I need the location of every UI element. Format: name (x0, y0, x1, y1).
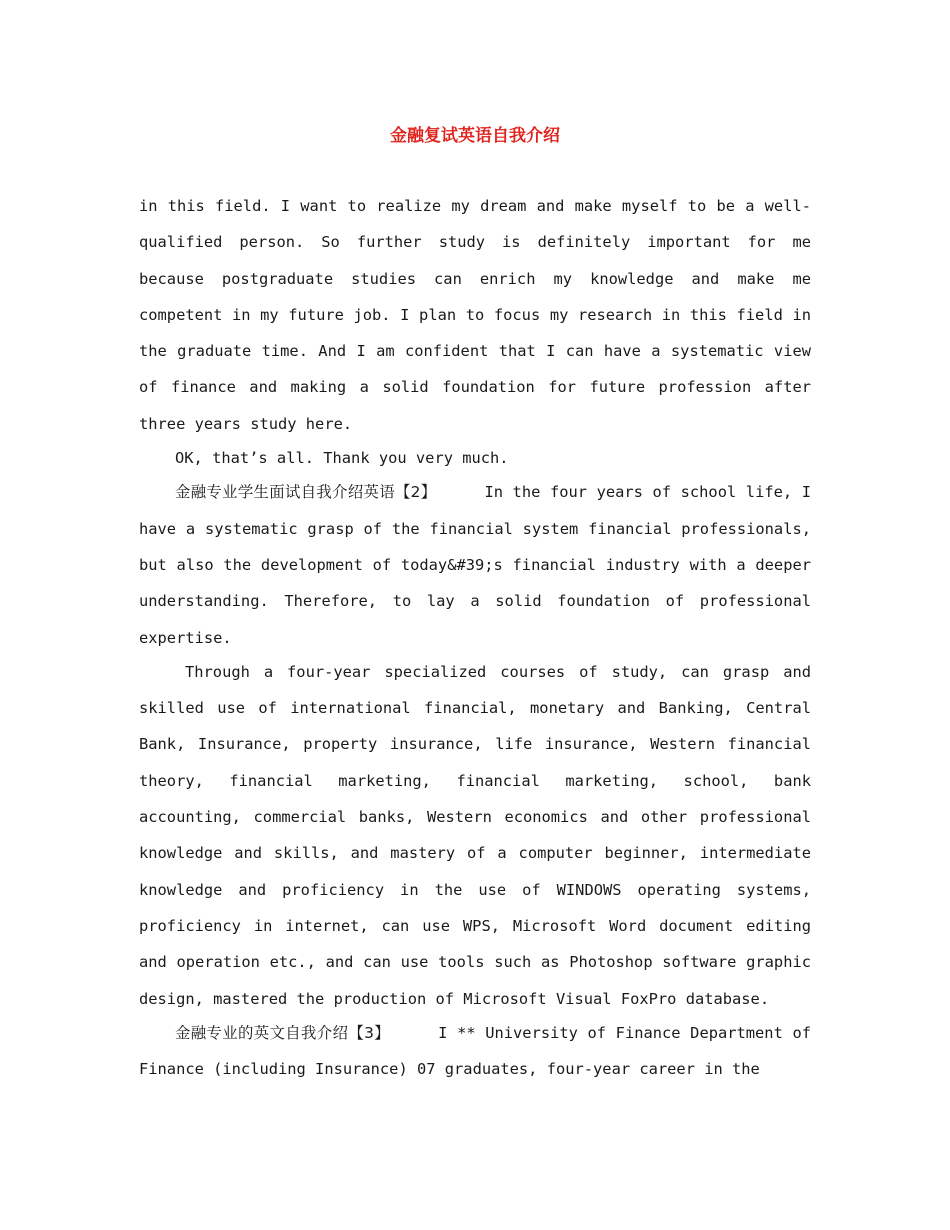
paragraph (139, 440, 811, 476)
paragraph (139, 1015, 811, 1088)
paragraph-text: In the four years of school life, I have a systematic grasp of the financial system financial professionals, but also the development of today&#39;s financial industry with a deeper understanding. Therefore, to lay a solid foundation of professional expertise. (139, 483, 811, 647)
document-body (139, 188, 811, 1087)
paragraph (139, 474, 811, 655)
paragraph-text: I ** University of Finance Department of Finance (including Insurance) 07 graduates, four-year career in the (139, 1023, 812, 1079)
paragraph (139, 188, 811, 442)
paragraph (139, 654, 811, 1017)
section-heading: 金融专业学生面试自我介绍英语【2】 (175, 483, 437, 502)
document-title: 金融复试英语自我介绍 (390, 126, 560, 146)
section-heading: 金融专业的英文自我介绍【3】 (175, 1023, 390, 1042)
paragraph-text: in this field. I want to realize my dream and make myself to be a well-qualified person. So further study is definitely important for me because postgraduate studies can enrich my knowledge and make me competent in my future job. I plan to focus my research in this field in the graduate time. And I am confident that I can have a systematic view of finance and making a solid foundation for future profession after three years study here. (139, 197, 811, 433)
paragraph-text: OK, that’s all. Thank you very much. (175, 449, 509, 468)
paragraph-text: Through a four-year specialized courses of study, can grasp and skilled use of international financial, monetary and Banking, Central Bank, Insurance, property insurance, life insurance, Western financial theory, financial marketing, financial marketing, school, bank accounting, commercial banks, Western economics and other professional knowledge and skills, and mastery of a computer beginner, intermediate knowledge and proficiency in the use of WINDOWS operating systems, proficiency in internet, can use WPS, Microsoft Word document editing and operation etc., and can use tools such as Photoshop software graphic design, mastered the production of Microsoft Visual FoxPro database. (139, 662, 811, 1008)
